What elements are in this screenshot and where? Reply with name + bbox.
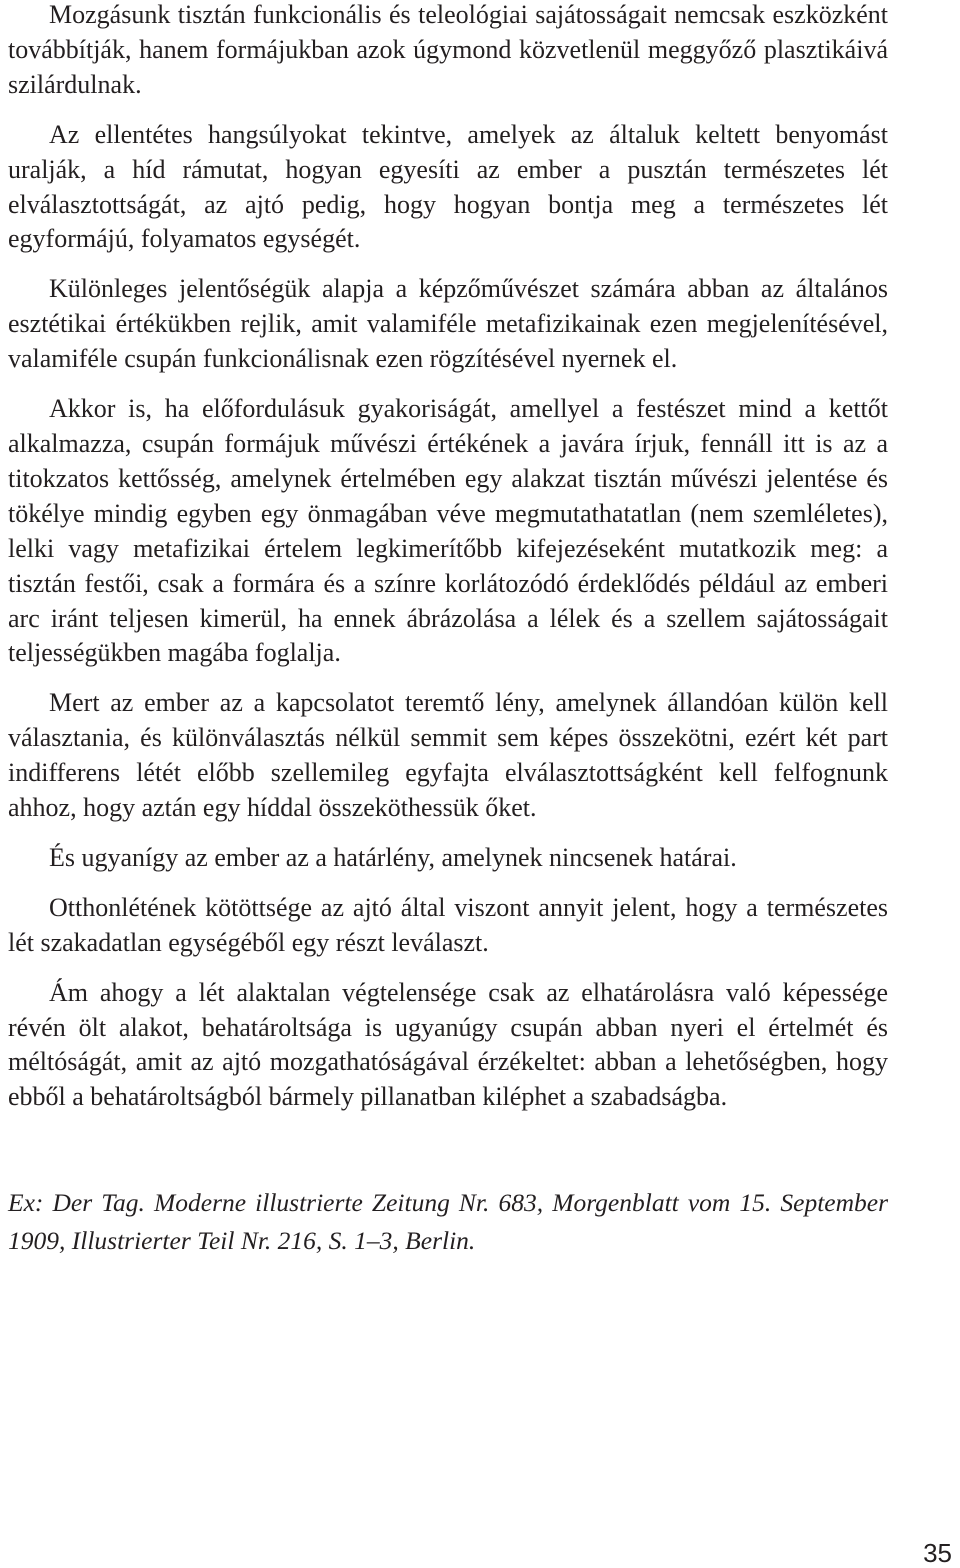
- paragraph-7: Otthonlétének kötöttsége az ajtó által viszont annyit jelent, hogy a természetes lét szakadatlan egységéből egy részt leválaszt.: [8, 892, 888, 957]
- paragraph-2: Az ellentétes hangsúlyokat tekintve, amelyek az általuk keltett benyomást uralják, a híd rámutat, hogyan egyesíti az ember a pusztán természetes lét elválasztottságát, az ajtó pedig, hogy hogyan bontja meg a természetes lét egyformájú, folyamatos egységét.: [8, 119, 888, 254]
- paragraph-5: Mert az ember az a kapcsolatot teremtő lény, amelynek állandóan külön kell választania, és különválasztás nélkül semmit sem képes összekötni, ezért két part indifferens létét előbb szellemileg egyfajta elválasztottságként kell felfognunk ahhoz, hogy aztán egy híddal összeköthessük őket.: [8, 688, 888, 823]
- page-body: [8, 0, 888, 1260]
- source-citation: Ex: Der Tag. Moderne illustrierte Zeitung Nr. 683, Morgenblatt vom 15. September 1909, Illustrierter Teil Nr. 216, S. 1–3, Berlin.: [8, 1188, 888, 1256]
- paragraph-3: Különleges jelentőségük alapja a képzőművészet számára abban az általános esztétikai értékükben rejlik, amit valamiféle metafizikainak ezen megjelenítésével, valamiféle csupán funkcionálisnak ezen rögzítésével nyernek el.: [8, 274, 888, 374]
- page-number: 35: [923, 1538, 952, 1568]
- paragraph-4: Akkor is, ha előfordulásuk gyakoriságát, amellyel a festészet mind a kettőt alkalmazza, csupán formájuk művészi értékének a javára írjuk, fennáll itt is az a titokzatos kettősség, amelynek értelmében egy alakzat tisztán művészi jelentése és tökélye mindig egyben egy önmagában véve megmutathatatlan (nem szemléletes), lelki vagy metafizikai értelem legkimerítőbb kifejezéseként mutatkozik meg: a tisztán festői, csak a formára és a színre korlátozódó érdeklődés például az emberi arc iránt teljesen kimerül, ha ennek ábrázolása a lélek és a szellem sajátosságait teljességükben magába foglalja.: [8, 394, 888, 668]
- paragraph-8: Ám ahogy a lét alaktalan végtelensége csak az elhatárolásra való képessége révén ölt alakot, behatároltsága is ugyanúgy csupán abban nyeri el értelmét és méltóságát, amit az ajtó mozgathatóságával érzékeltet: abban a lehetőségben, hogy ebből a behatároltságból bármely pillanatban kiléphet a szabadságba.: [8, 977, 888, 1112]
- paragraph-6: És ugyanígy az ember az a határlény, amelynek nincsenek határai.: [49, 842, 737, 872]
- paragraph-1: Mozgásunk tisztán funkcionális és teleológiai sajátosságait nemcsak eszközként továbbítják, hanem formájukban azok úgymond közvetlenül meggyőző plasztikáivá szilárdulnak.: [8, 0, 888, 99]
